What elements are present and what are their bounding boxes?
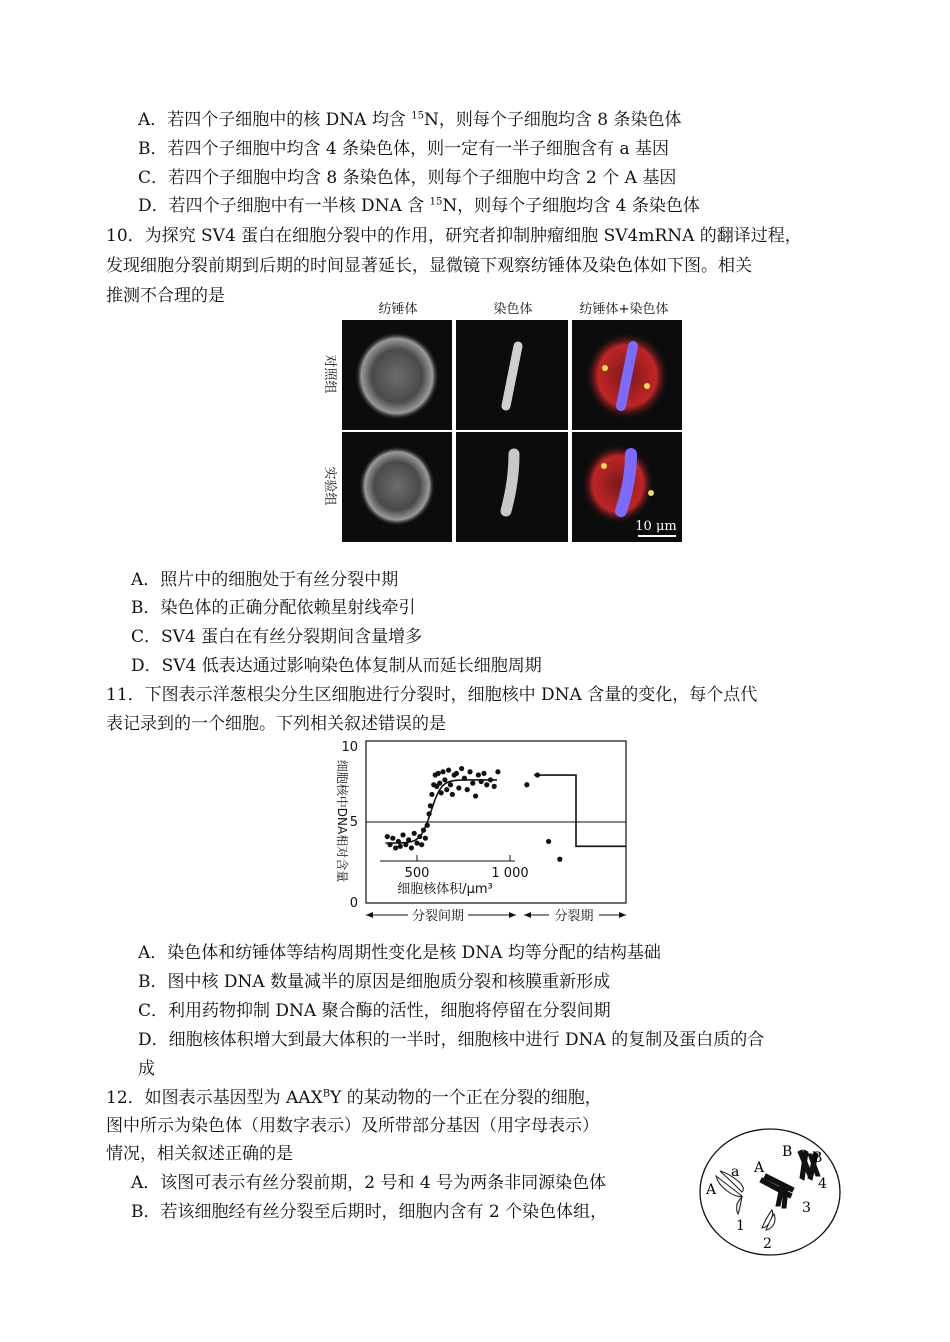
q11-option-d-line-2: 成: [138, 1059, 155, 1079]
q9-option-a: [138, 109, 682, 131]
interphase-point-2: [390, 836, 395, 841]
chromosome-3: [760, 1174, 794, 1208]
mitosis-label: 分裂期: [554, 909, 594, 924]
q9-option-d-text: D．若四个子细胞中有一半核 DNA 含: [138, 196, 430, 216]
interphase-point-16: [425, 823, 430, 828]
dna-content-chart: [320, 733, 640, 928]
q9-option-a-text-end: N，则每个子细胞均含 8 条染色体: [424, 110, 682, 130]
q11-option-d-line-1: D．细胞核体积增大到最大体积的一半时，细胞核中进行 DNA 的复制及蛋白质的合: [138, 1030, 765, 1050]
q10-option-d: D．SV4 低表达通过影响染色体复制从而延长细胞周期: [131, 656, 542, 676]
interphase-point-38: [467, 769, 472, 774]
interphase-point-18: [428, 803, 433, 808]
interphase-point-10: [412, 831, 417, 836]
interphase-point-4: [396, 839, 401, 844]
microscopy-figure: [318, 296, 686, 546]
gene-A-on-3: A: [754, 1160, 765, 1176]
row-label-control: 对照组: [322, 354, 337, 394]
gene-A-on-1: A: [706, 1182, 717, 1198]
q12-stem-text: 12．如图表示基因型为 AAX: [106, 1088, 323, 1108]
interphase-point-8: [406, 837, 411, 842]
chromosome-number-3: 3: [802, 1200, 811, 1216]
x-tick-1000: 1 000: [491, 866, 529, 881]
q10-option-b: B．染色体的正确分配依赖星射线牵引: [131, 598, 416, 618]
q9-option-c: C．若四个子细胞中均含 8 条染色体，则每个子细胞中均含 2 个 A 基因: [138, 168, 677, 188]
interphase-point-26: [440, 769, 445, 774]
q10-stem-line-1: 10．为探究 SV4 蛋白在细胞分裂中的作用，研究者抑制肿瘤细胞 SV4mRNA 的翻译过程，: [106, 226, 802, 246]
interphase-point-41: [476, 772, 481, 777]
control-centrosome-1: [602, 365, 608, 371]
q12-stem-line-1: [106, 1087, 602, 1109]
q12-stem-line-2: 图中所示为染色体（用数字表示）及所带部分基因（用字母表示）: [106, 1116, 599, 1136]
q10-stem-line-2: 发现细胞分裂前期到后期的时间显著延长，显微镜下观察纺锤体及染色体如下图。相关: [106, 256, 752, 276]
q12-option-b: B．若该细胞经有丝分裂至后期时，细胞内含有 2 个染色体组，: [131, 1202, 608, 1222]
q12-stem-text-end: Y 的某动物的一个正在分裂的细胞，: [330, 1088, 602, 1108]
interphase-point-17: [426, 811, 431, 816]
interphase-point-43: [481, 771, 486, 776]
interphase-point-35: [459, 766, 464, 771]
chromosome-number-1: 1: [736, 1218, 745, 1234]
interphase-point-14: [421, 828, 426, 833]
experiment-spindle-cell: [359, 446, 435, 526]
interphase-point-36: [462, 776, 467, 781]
interphase-point-29: [446, 768, 451, 773]
interphase-point-44: [484, 782, 489, 787]
experiment-centrosome-2: [648, 490, 654, 496]
row-label-experiment: 实验组: [322, 466, 337, 506]
interphase-point-24: [437, 781, 442, 786]
q10-option-a: A．照片中的细胞处于有丝分裂中期: [131, 570, 399, 590]
experiment-centrosome-1: [601, 463, 607, 469]
interphase-point-40: [473, 793, 478, 798]
x-axis-label: 细胞核体积/μm³: [397, 882, 493, 897]
interphase-point-13: [419, 842, 424, 847]
interphase-point-46: [492, 784, 497, 789]
q9-option-a-text: A．若四个子细胞中的核 DNA 均含: [138, 110, 412, 130]
interphase-point-27: [442, 777, 447, 782]
interphase-point-23: [436, 771, 441, 776]
interphase-point-25: [439, 790, 444, 795]
interphase-point-6: [400, 832, 405, 837]
column-label-merge: 纺锤体+染色体: [579, 302, 669, 317]
interphase-point-1: [387, 842, 392, 847]
q11-stem-line-2: 表记录到的一个细胞。下列相关叙述错误的是: [106, 714, 446, 734]
interphase-point-7: [403, 842, 408, 847]
interphase-point-0: [385, 834, 390, 839]
control-spindle-cell: [355, 332, 439, 420]
interphase-point-19: [429, 792, 434, 797]
interphase-point-9: [409, 845, 414, 850]
interphase-point-34: [456, 785, 461, 790]
isotope-superscript: 15: [429, 196, 443, 208]
q9-option-b: B．若四个子细胞中均含 4 条染色体，则一定有一半子细胞含有 a 基因: [138, 139, 670, 159]
y-axis-label: 细胞核中DNA相对含量: [335, 759, 349, 883]
mitosis-point-3: [557, 857, 562, 862]
interphase-point-11: [414, 840, 419, 845]
interphase-point-3: [393, 845, 398, 850]
mitosis-point-1: [535, 772, 540, 777]
interphase-point-30: [448, 782, 453, 787]
interphase-point-39: [470, 781, 475, 786]
q11-stem-line-1: 11．下图表示洋葱根尖分生区细胞进行分裂时，细胞核中 DNA 含量的变化，每个点代: [106, 685, 758, 705]
q12-stem-line-3: 情况，相关叙述正确的是: [106, 1144, 293, 1164]
chromosome-2: [762, 1210, 775, 1230]
q10-option-c: C．SV4 蛋白在有丝分裂期间含量增多: [131, 627, 423, 647]
gene-a-on-1: a: [731, 1164, 740, 1180]
interphase-point-5: [398, 844, 403, 849]
mitosis-step-line: [534, 775, 626, 846]
gene-B-on-4-left: B: [782, 1144, 793, 1160]
q12-option-a: A．该图可表示有丝分裂前期，2 号和 4 号为两条非同源染色体: [131, 1173, 607, 1193]
chromosome-number-2: 2: [763, 1236, 772, 1252]
interphase-point-45: [488, 777, 493, 782]
column-label-chromosome: 染色体: [493, 302, 533, 317]
q11-option-a: A．染色体和纺锤体等结构周期性变化是核 DNA 均等分配的结构基础: [138, 943, 661, 963]
interphase-point-42: [479, 779, 484, 784]
q11-option-b: B．图中核 DNA 数量减半的原因是细胞质分裂和核膜重新形成: [138, 972, 611, 992]
y-tick-5: 5: [349, 815, 358, 830]
interphase-point-33: [454, 771, 459, 776]
column-label-spindle: 纺锤体: [378, 302, 418, 317]
y-tick-10: 10: [341, 740, 358, 755]
interphase-point-47: [495, 769, 500, 774]
q9-option-d: [138, 195, 700, 217]
mitosis-arrow-right: [619, 912, 626, 918]
mitosis-point-0: [524, 782, 529, 787]
q10-stem-line-3: 推测不合理的是: [106, 286, 225, 306]
genotype-superscript: B: [322, 1088, 331, 1100]
control-centrosome-2: [644, 383, 650, 389]
x-tick-500: 500: [404, 866, 430, 881]
interphase-arrow-right: [509, 912, 516, 918]
interphase-point-28: [444, 787, 449, 792]
q9-option-d-text-end: N，则每个子细胞均含 4 条染色体: [442, 196, 700, 216]
interphase-label: 分裂间期: [411, 909, 465, 924]
scale-bar-label: 10 μm: [635, 519, 677, 534]
q11-option-c: C．利用药物抑制 DNA 聚合酶的活性，细胞将停留在分裂间期: [138, 1001, 611, 1021]
interphase-point-12: [417, 834, 422, 839]
mitosis-arrow-left: [524, 912, 531, 918]
dividing-cell-figure: [696, 1126, 844, 1258]
chromosome-number-4: 4: [818, 1176, 827, 1192]
interphase-point-31: [450, 792, 455, 797]
gene-B-on-4-right: B: [812, 1150, 823, 1166]
interphase-point-37: [465, 787, 470, 792]
interphase-point-15: [423, 836, 428, 841]
interphase-arrow-left: [366, 912, 373, 918]
isotope-superscript: 15: [411, 110, 425, 122]
y-tick-0: 0: [349, 896, 358, 911]
mitosis-point-2: [546, 839, 551, 844]
